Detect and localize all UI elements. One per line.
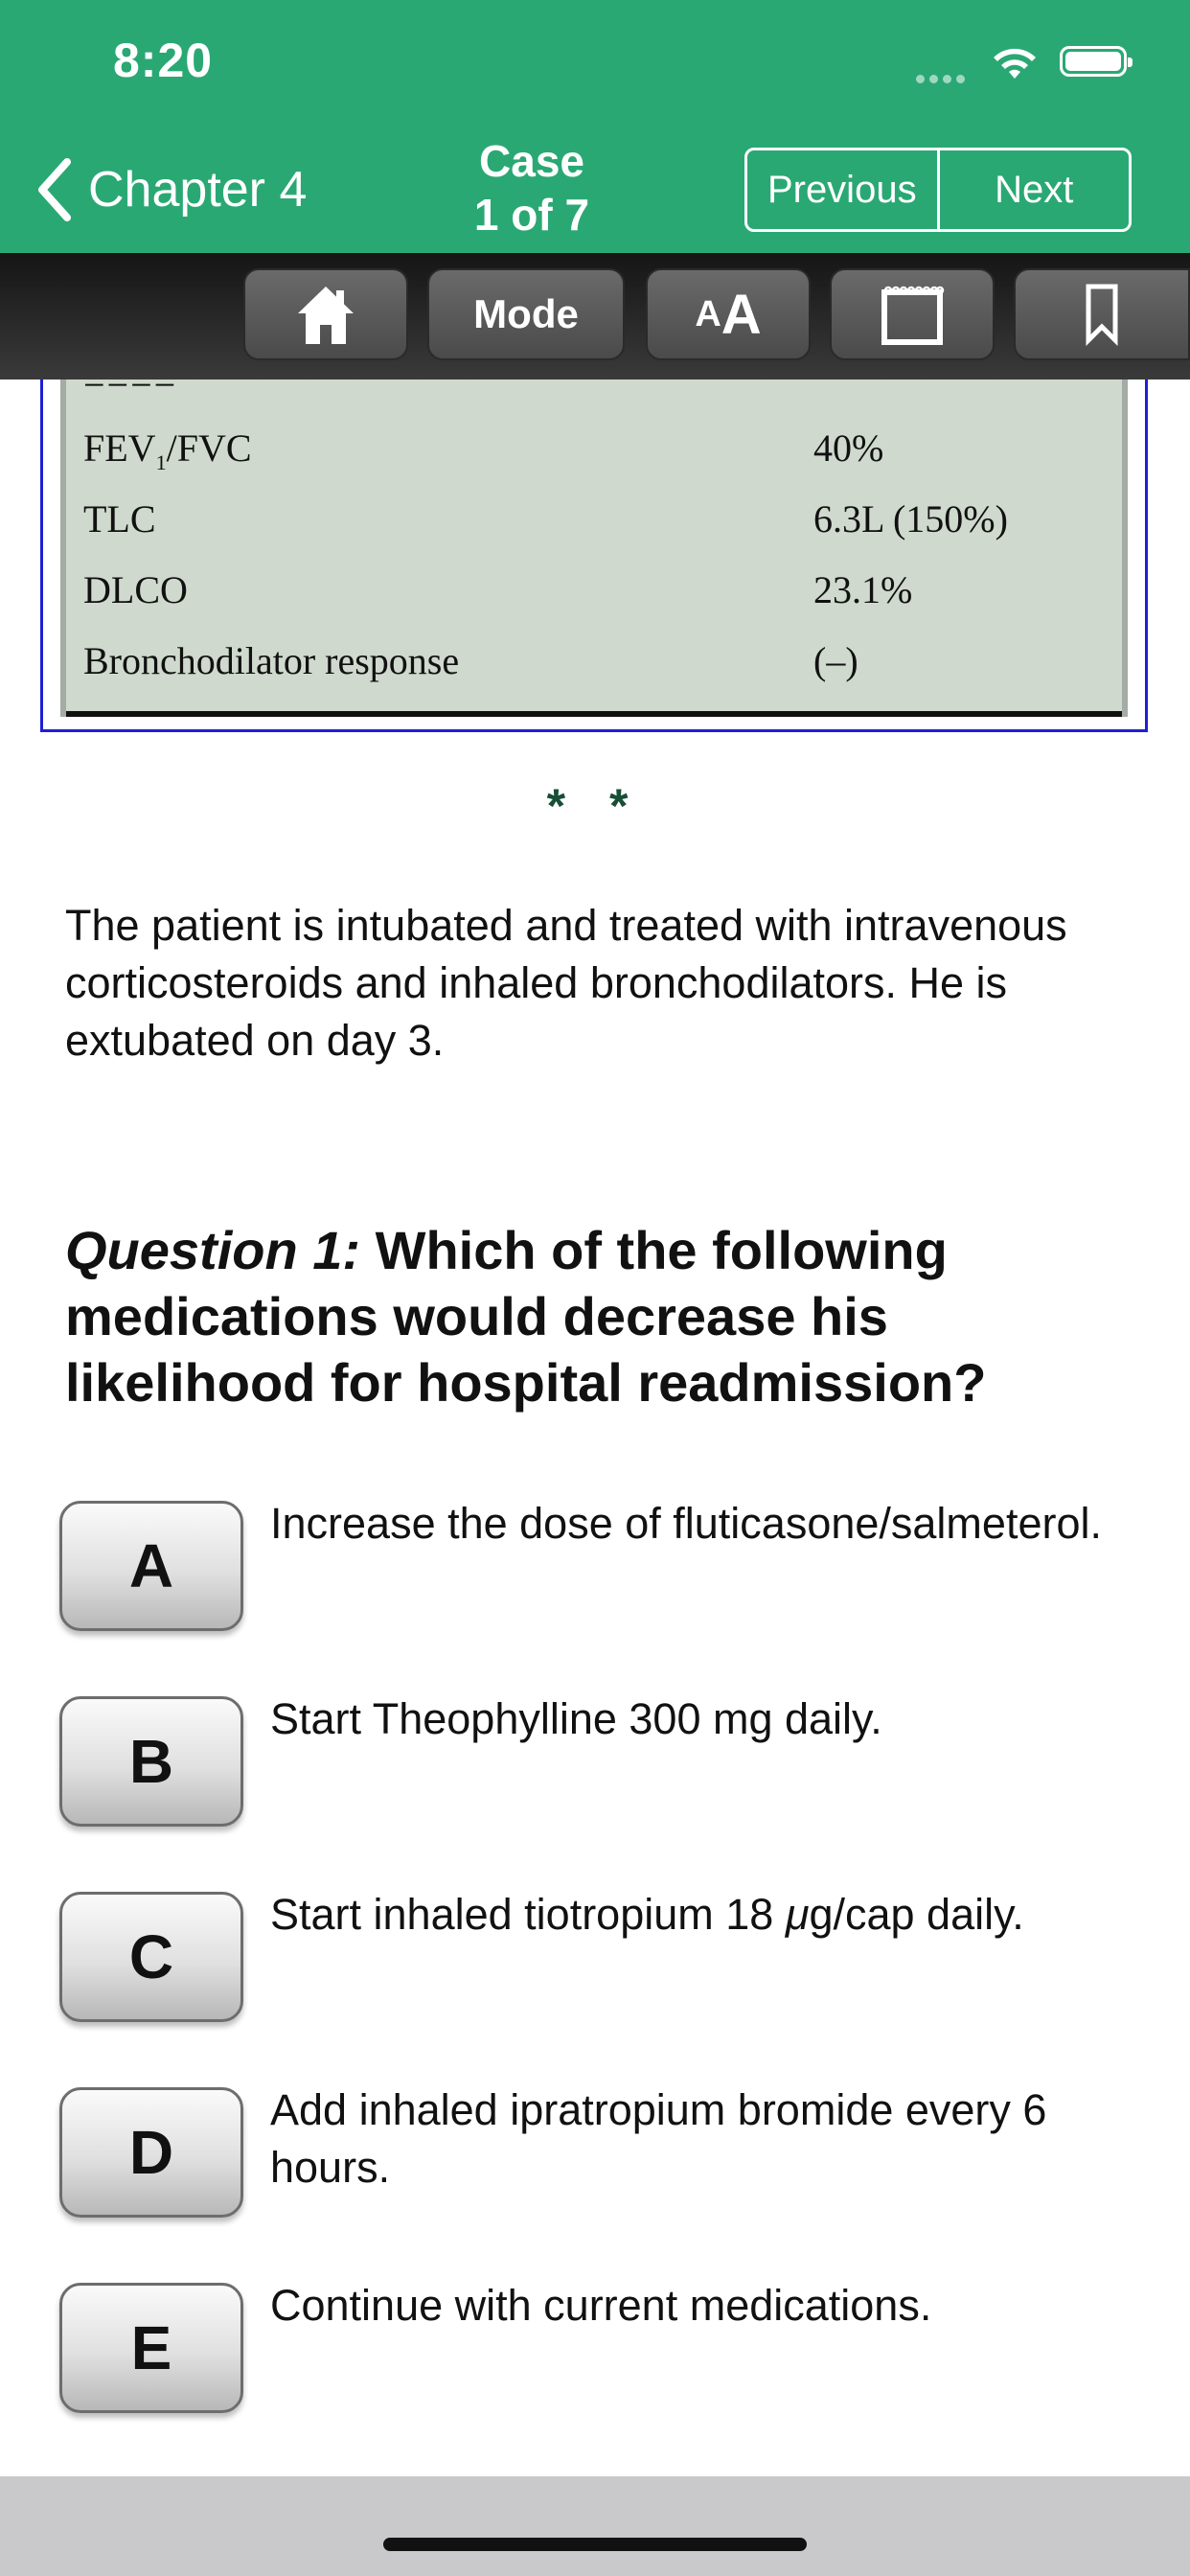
table-bottom-rule [66, 711, 1122, 717]
table-cell-value: 6.3L (150%) [813, 497, 1008, 540]
mode-label: Mode [473, 291, 579, 336]
bookmark-icon [1083, 283, 1121, 346]
font-size-small-glyph: A [695, 293, 721, 334]
answer-b-button[interactable]: B [59, 1696, 243, 1827]
table-cell-label: TLC [83, 497, 156, 540]
title-line-1: Case [479, 136, 584, 186]
answer-a-button[interactable]: A [59, 1501, 243, 1631]
table-row [66, 556, 1122, 627]
case-pager [744, 148, 1132, 232]
table-row [66, 485, 1122, 556]
home-icon [294, 281, 357, 348]
answer-c-button[interactable]: C [59, 1892, 243, 2022]
previous-button[interactable]: Previous [747, 150, 940, 229]
table-cell-value: (–) [813, 639, 858, 682]
table-row-clipped: −−−− [83, 363, 178, 406]
title-line-2: 1 of 7 [473, 190, 590, 240]
chevron-left-icon [34, 158, 73, 221]
battery-icon [1060, 46, 1127, 77]
table-cell-label: $FEV_1$/FVC [83, 426, 252, 474]
home-indicator[interactable] [383, 2538, 807, 2551]
table-cell-label: Bronchodilator response [83, 639, 460, 682]
question-text [65, 1217, 1119, 1415]
answer-e-text: Continue with current medications. [270, 2281, 932, 2330]
answer-a-text: Increase the dose of fluticasone/salmeterol. [270, 1499, 1102, 1548]
answer-c-text: Start inhaled tiotropium 18 μg/cap daily. [270, 1890, 1024, 1939]
answer-d-text: Add inhaled ipratropium bromide every 6 hours. [270, 2085, 1047, 2192]
back-label: Chapter 4 [88, 162, 308, 218]
table-row [66, 627, 1122, 698]
header-bar [0, 0, 1190, 253]
back-button[interactable] [34, 153, 307, 226]
table-body [60, 363, 1128, 717]
table-cell-value: 23.1% [813, 568, 913, 611]
question-prefix: Question 1: [65, 1220, 361, 1280]
answer-d-button[interactable]: D [59, 2087, 243, 2218]
status-time: 8:20 [113, 34, 214, 87]
table-row [66, 414, 1122, 485]
question-body: Which of the following medications would decrease his likelihood for hospital readmission? [65, 1220, 987, 1413]
table-cell-value: 40% [813, 426, 884, 470]
pulmonary-function-table [40, 363, 1148, 732]
wifi-icon [991, 44, 1039, 82]
cellular-signal-icon [916, 71, 973, 84]
notepad-icon [879, 283, 946, 346]
bottom-bar [0, 2476, 1190, 2576]
answer-e-button[interactable]: E [59, 2283, 243, 2413]
answer-b-text: Start Theophylline 300 mg daily. [270, 1694, 882, 1743]
case-paragraph: The patient is intubated and treated with intravenous corticosteroids and inhaled bronchodilators. He is extubated on day 3. [65, 901, 1067, 1065]
page-title [436, 134, 628, 242]
next-button[interactable]: Next [995, 168, 1074, 211]
section-separator: * * [546, 779, 644, 833]
font-size-large-glyph: A [721, 283, 762, 346]
table-cell-label: DLCO [83, 568, 188, 611]
